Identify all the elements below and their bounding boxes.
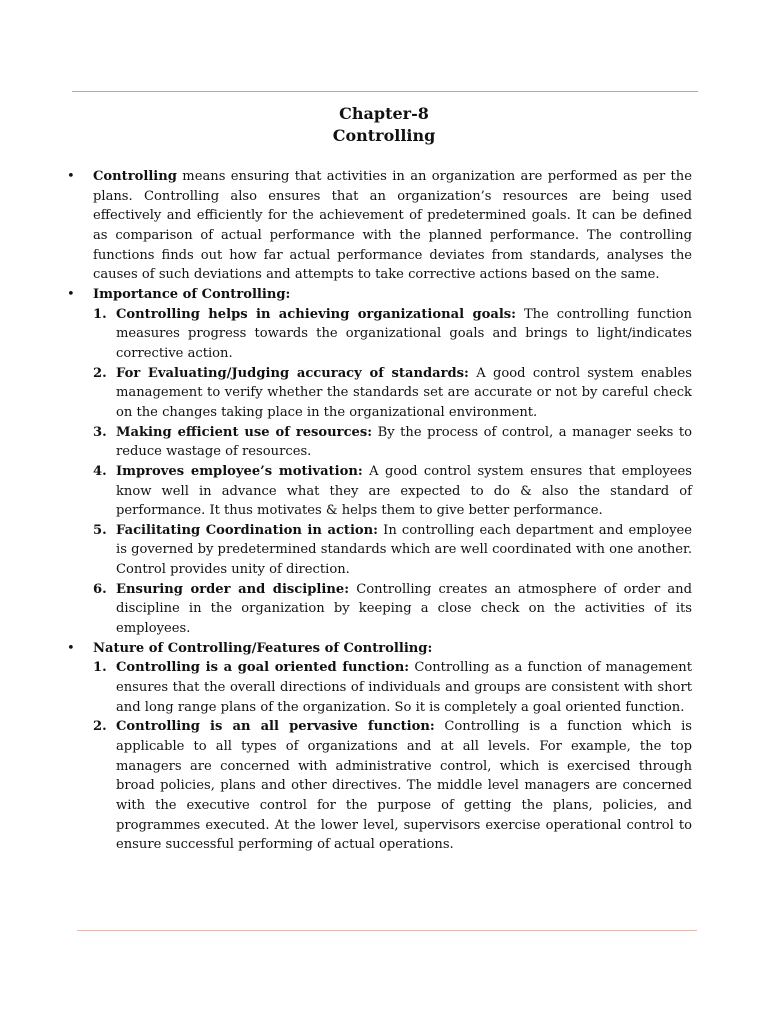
chapter-title: Controlling [332, 126, 436, 145]
list-item [93, 580, 692, 639]
item-number: 6. [93, 581, 107, 597]
item-term: Facilitating Coordination in action: [116, 522, 379, 538]
list-item [93, 521, 692, 580]
header-rule [72, 91, 698, 92]
item-term: Improves employee’s motivation: [116, 463, 363, 479]
bullet-dot-icon: • [67, 640, 75, 656]
footer-rule [77, 930, 697, 931]
item-text: A good control system enables management to verify whether the standards set are accurate or not by careful check on the changes taking place in the organizational environment. [116, 365, 692, 420]
list-item [93, 364, 692, 423]
item-term: Controlling is an all pervasive function: [116, 719, 435, 735]
item-term: For Evaluating/Judging accuracy of standards: [116, 365, 469, 381]
item-number: 3. [93, 424, 107, 440]
item-number: 2. [93, 719, 107, 735]
document-body [66, 167, 692, 855]
item-term: Ensuring order and discipline: [116, 581, 350, 597]
item-term: Making efficient use of resources: [116, 424, 373, 440]
item-text: By the process of control, a manager seeks to reduce wastage of resources. [116, 424, 692, 460]
nature-heading-bullet [66, 639, 692, 659]
item-number: 5. [93, 522, 107, 538]
list-item [93, 717, 692, 855]
item-text: In controlling each department and employee is governed by predetermined standards which are well coordinated with one another. Control provides unity of direction. [116, 522, 692, 578]
item-text: The controlling function measures progress towards the organizational goals and brings to light/indicates corrective action. [116, 306, 692, 361]
item-text: A good control system ensures that employees know well in advance what they are expected to do & also the standard of performance. It thus motivates & helps them to give better performance. [116, 463, 692, 519]
item-term: Controlling helps in achieving organizational goals: [116, 306, 516, 322]
importance-heading-bullet [66, 285, 692, 305]
item-number: 4. [93, 463, 107, 479]
list-item [93, 658, 692, 717]
list-item [93, 462, 692, 521]
item-number: 1. [93, 306, 107, 322]
bullet-dot-icon: • [67, 286, 75, 302]
chapter-number: Chapter-8 [339, 104, 429, 123]
bullet-dot-icon: • [67, 169, 75, 184]
item-text: Controlling creates an atmosphere of order and discipline in the organization by keeping a close check on the activities of its employees. [116, 581, 692, 637]
item-text: Controlling as a function of management ensures that the overall directions of individuals and groups are consistent with short and long range plans of the organization. So it is completely a goal oriented function. [116, 660, 692, 715]
nature-list [66, 658, 692, 855]
definition-text: means ensuring that activities in an organization are performed as per the plans. Controlling also ensures that an organization’s resources are being used effectively and efficiently for the achievement of predetermined goals. It can be defined as comparison of actual performance with the planned performance. The controlling functions finds out how far actual performance deviates from standards, analyses the causes of such deviations and attempts to take corrective actions based on the same. [93, 169, 692, 283]
nature-heading: Nature of Controlling/Features of Controlling: [93, 640, 433, 656]
item-term: Controlling is a goal oriented function: [116, 660, 410, 676]
item-number: 1. [93, 660, 107, 676]
definition-bullet [66, 167, 692, 285]
list-item [93, 423, 692, 462]
importance-list [66, 305, 692, 639]
item-number: 2. [93, 365, 107, 381]
importance-heading: Importance of Controlling: [93, 286, 291, 302]
definition-term: Controlling [93, 169, 177, 184]
item-text: Controlling is a function which is applicable to all types of organizations and at all levels. For example, the top managers are concerned with administrative control, which is exercised through broad policies, plans and other directives. The middle level managers are concerned with the executive control for the purpose of getting the plans, policies, and programmes executed. At the lower level, supervisors exercise operational control to ensure successful performing of actual operations. [116, 719, 692, 853]
list-item [93, 305, 692, 364]
